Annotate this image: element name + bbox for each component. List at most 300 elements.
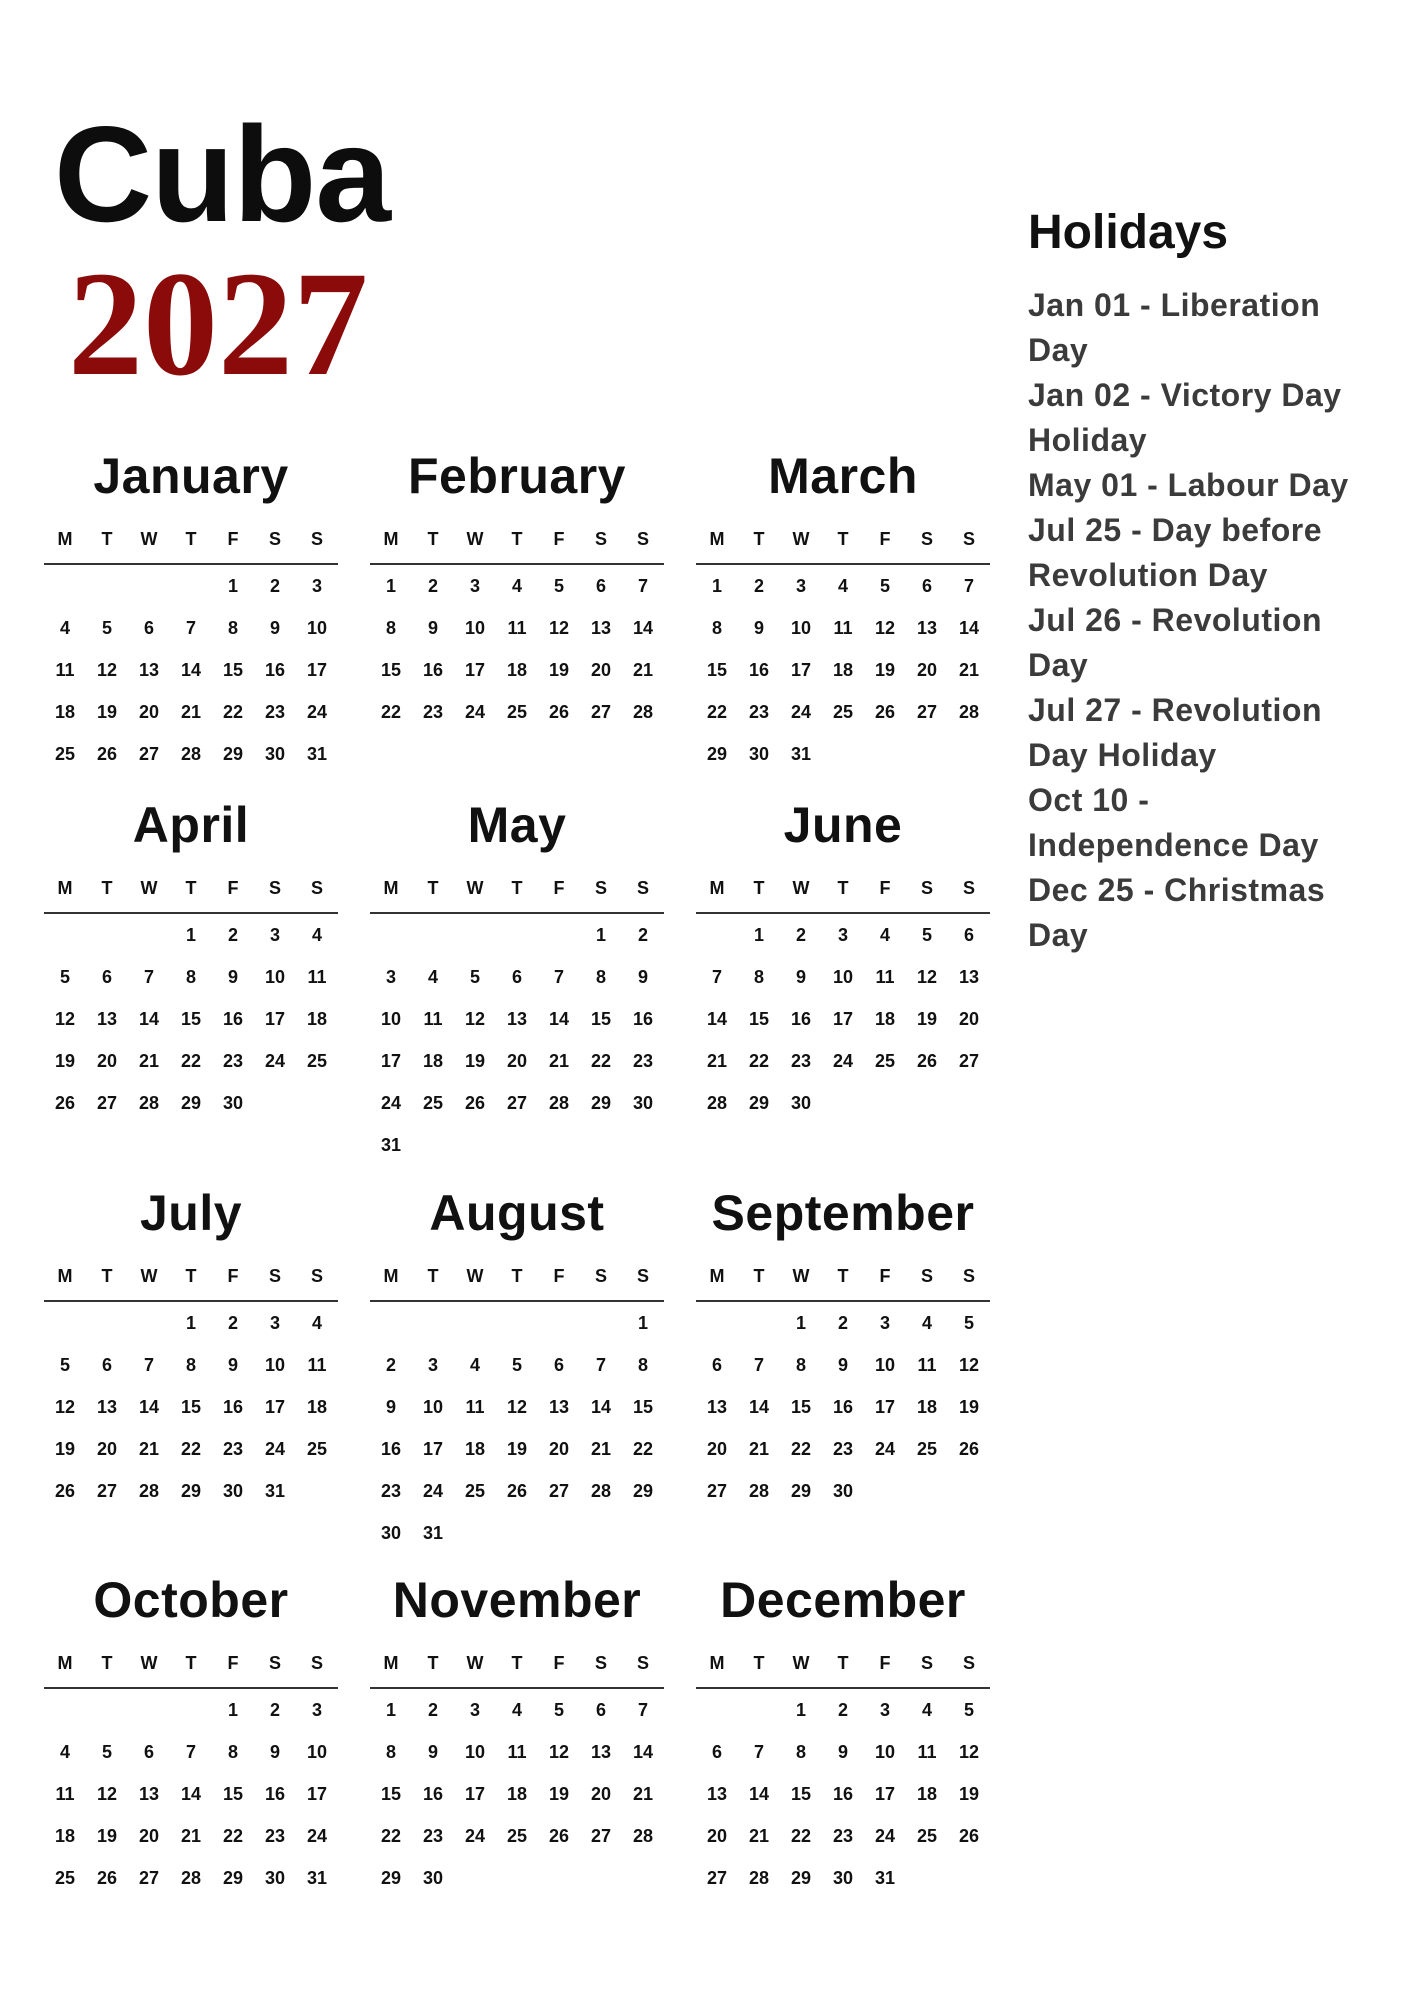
- day-cell: 22: [380, 1826, 402, 1846]
- weekday-label: S: [310, 878, 323, 898]
- day-cell: 21: [632, 1784, 654, 1804]
- day-cell: 22: [380, 702, 402, 722]
- day-cell: 23: [790, 1051, 812, 1071]
- day-cell: 30: [748, 744, 770, 764]
- day-cell: 11: [55, 1784, 75, 1804]
- day-cell: [738, 1302, 780, 1344]
- day-cell: [454, 1302, 496, 1344]
- day-cell: 3: [469, 1700, 480, 1720]
- month-block: [370, 441, 664, 790]
- day-cell: [370, 914, 412, 956]
- month-block: [370, 790, 664, 1178]
- day-cell: 3: [469, 576, 480, 596]
- weekday-label: T: [753, 1266, 765, 1286]
- day-cell: 27: [506, 1093, 528, 1113]
- day-cell: 3: [385, 967, 396, 987]
- day-cell: 16: [422, 1784, 444, 1804]
- day-cell: [622, 1857, 664, 1899]
- day-cell: 8: [795, 1742, 806, 1762]
- week-row: [370, 607, 664, 649]
- weekday-label: T: [101, 878, 113, 898]
- day-cell: 10: [464, 1742, 486, 1762]
- day-cell: 14: [706, 1009, 728, 1029]
- day-cell: 18: [874, 1009, 896, 1029]
- day-cell: 23: [222, 1439, 244, 1459]
- day-cell: 20: [706, 1826, 728, 1846]
- weekday-label: S: [636, 1266, 649, 1286]
- day-cell: 26: [464, 1093, 486, 1113]
- day-cell: 19: [548, 660, 570, 680]
- day-cell: [496, 1302, 538, 1344]
- week-row: [44, 1386, 338, 1428]
- day-cell: 20: [548, 1439, 570, 1459]
- day-cell: [580, 1124, 622, 1166]
- day-cell: 9: [227, 1355, 238, 1375]
- day-cell: [864, 733, 906, 775]
- day-cell: 14: [180, 660, 202, 680]
- day-cell: [496, 914, 538, 956]
- weekday-label: M: [709, 529, 725, 549]
- weekday-label: S: [920, 878, 933, 898]
- day-cell: 16: [380, 1439, 402, 1459]
- week-row: [44, 998, 338, 1040]
- day-cell: 5: [553, 576, 564, 596]
- day-cell: 23: [832, 1439, 854, 1459]
- day-cell: 27: [96, 1481, 118, 1501]
- day-cell: 21: [706, 1051, 728, 1071]
- day-cell: [538, 1857, 580, 1899]
- day-cell: 2: [227, 925, 238, 945]
- day-cell: [696, 914, 738, 956]
- weekday-label: T: [837, 1266, 849, 1286]
- day-cell: [538, 914, 580, 956]
- weekday-label: T: [427, 529, 439, 549]
- day-cell: 2: [837, 1313, 848, 1333]
- weekday-label: T: [185, 1653, 197, 1673]
- day-cell: 30: [832, 1481, 854, 1501]
- holiday-item: Jul 25 - Day before Revolution Day: [1028, 512, 1323, 593]
- day-cell: 15: [632, 1397, 654, 1417]
- weekday-label: F: [553, 878, 565, 898]
- weekday-label: F: [227, 1266, 239, 1286]
- day-cell: 16: [632, 1009, 654, 1029]
- day-cell: 18: [54, 702, 76, 722]
- day-cell: [454, 914, 496, 956]
- day-cell: 26: [548, 1826, 570, 1846]
- weekday-header: [370, 860, 664, 914]
- day-cell: 1: [795, 1700, 806, 1720]
- day-cell: 19: [958, 1784, 980, 1804]
- day-cell: [948, 733, 990, 775]
- day-cell: 29: [380, 1868, 402, 1888]
- day-cell: 24: [380, 1093, 402, 1113]
- weekday-label: S: [962, 1266, 975, 1286]
- day-cell: 9: [269, 618, 280, 638]
- week-row: [696, 1731, 990, 1773]
- day-cell: 23: [222, 1051, 244, 1071]
- week-row: [44, 1773, 338, 1815]
- weekday-label: M: [57, 1266, 73, 1286]
- week-row: [44, 1428, 338, 1470]
- week-row: [44, 1731, 338, 1773]
- weekday-label: F: [227, 1653, 239, 1673]
- month-block: [370, 1565, 664, 1905]
- weekday-label: F: [553, 1266, 565, 1286]
- day-cell: 27: [958, 1051, 980, 1071]
- day-cell: 18: [916, 1784, 938, 1804]
- weekday-label: S: [310, 1266, 323, 1286]
- day-cell: 17: [790, 660, 812, 680]
- day-cell: [864, 1082, 906, 1124]
- week-row: [44, 691, 338, 733]
- day-cell: [864, 1470, 906, 1512]
- day-cell: 24: [874, 1826, 896, 1846]
- day-cell: 12: [874, 618, 896, 638]
- day-cell: [44, 565, 86, 607]
- weekday-label: S: [310, 1653, 323, 1673]
- weekday-label: S: [636, 1653, 649, 1673]
- day-cell: 28: [632, 1826, 654, 1846]
- holiday-item: Jul 27 - Revolution Day Holiday: [1028, 692, 1322, 773]
- day-cell: 3: [879, 1700, 890, 1720]
- day-cell: 23: [380, 1481, 402, 1501]
- day-cell: [454, 1124, 496, 1166]
- day-cell: 27: [138, 1868, 160, 1888]
- day-cell: 15: [180, 1009, 202, 1029]
- day-cell: 17: [380, 1051, 402, 1071]
- day-cell: 5: [963, 1700, 974, 1720]
- day-cell: 2: [269, 576, 280, 596]
- week-row: [370, 1386, 664, 1428]
- weekday-label: T: [511, 529, 523, 549]
- day-cell: 26: [548, 702, 570, 722]
- weekday-label: T: [511, 878, 523, 898]
- week-row: [44, 1344, 338, 1386]
- week-row: [370, 691, 664, 733]
- weekday-label: T: [427, 878, 439, 898]
- day-cell: 21: [180, 702, 202, 722]
- weekday-label: S: [310, 529, 323, 549]
- day-cell: 8: [385, 618, 396, 638]
- weekday-label: T: [185, 878, 197, 898]
- month-name: May: [467, 797, 567, 853]
- week-row: [370, 998, 664, 1040]
- day-cell: 11: [307, 1355, 327, 1375]
- day-cell: 12: [464, 1009, 486, 1029]
- day-cell: 5: [879, 576, 890, 596]
- day-cell: 28: [138, 1093, 160, 1113]
- day-cell: 22: [748, 1051, 770, 1071]
- day-cell: [822, 733, 864, 775]
- day-cell: 3: [269, 925, 280, 945]
- weekday-label: T: [185, 529, 197, 549]
- day-cell: 28: [958, 702, 980, 722]
- day-cell: 4: [511, 576, 522, 596]
- day-cell: 29: [222, 744, 244, 764]
- day-cell: 9: [837, 1355, 848, 1375]
- day-cell: 3: [837, 925, 848, 945]
- weekday-header: [44, 511, 338, 565]
- week-row: [370, 914, 664, 956]
- day-cell: 27: [96, 1093, 118, 1113]
- day-cell: [538, 1124, 580, 1166]
- day-cell: 12: [916, 967, 938, 987]
- day-cell: 6: [101, 1355, 112, 1375]
- day-cell: 19: [506, 1439, 528, 1459]
- day-cell: 14: [748, 1397, 770, 1417]
- day-cell: 19: [96, 702, 118, 722]
- day-cell: 12: [96, 660, 118, 680]
- weekday-label: W: [466, 878, 484, 898]
- week-row: [370, 1815, 664, 1857]
- day-cell: 3: [269, 1313, 280, 1333]
- weekday-label: S: [636, 529, 649, 549]
- day-cell: 23: [422, 702, 444, 722]
- day-cell: [906, 733, 948, 775]
- day-cell: 23: [832, 1826, 854, 1846]
- month-name: June: [783, 797, 903, 853]
- day-cell: 2: [227, 1313, 238, 1333]
- weekday-header: [696, 1635, 990, 1689]
- day-cell: 25: [422, 1093, 444, 1113]
- weekday-label: S: [594, 1266, 607, 1286]
- weekday-label: T: [837, 1653, 849, 1673]
- day-cell: 1: [711, 576, 722, 596]
- week-row: [696, 1428, 990, 1470]
- day-cell: 28: [180, 744, 202, 764]
- weekday-label: W: [792, 1653, 810, 1673]
- day-cell: 25: [506, 1826, 528, 1846]
- day-cell: [496, 1124, 538, 1166]
- day-cell: 4: [469, 1355, 480, 1375]
- week-row: [696, 1344, 990, 1386]
- day-cell: 15: [222, 660, 244, 680]
- day-cell: 19: [464, 1051, 486, 1071]
- week-row: [696, 565, 990, 607]
- day-cell: 22: [790, 1439, 812, 1459]
- day-cell: 31: [306, 744, 328, 764]
- day-cell: 19: [54, 1439, 76, 1459]
- day-cell: 13: [96, 1397, 118, 1417]
- day-cell: 13: [706, 1397, 728, 1417]
- day-cell: 1: [185, 1313, 196, 1333]
- day-cell: 14: [548, 1009, 570, 1029]
- day-cell: 5: [921, 925, 932, 945]
- weekday-label: S: [594, 1653, 607, 1673]
- day-cell: 3: [795, 576, 806, 596]
- weekday-label: M: [57, 1653, 73, 1673]
- week-row: [44, 649, 338, 691]
- week-row: [44, 1815, 338, 1857]
- day-cell: 25: [464, 1481, 486, 1501]
- day-cell: 12: [54, 1009, 76, 1029]
- day-cell: 24: [874, 1439, 896, 1459]
- day-cell: 7: [637, 1700, 648, 1720]
- day-cell: [822, 1082, 864, 1124]
- day-cell: 25: [54, 1868, 76, 1888]
- week-row: [44, 1302, 338, 1344]
- day-cell: 11: [55, 660, 75, 680]
- day-cell: 29: [790, 1481, 812, 1501]
- week-row: [370, 1344, 664, 1386]
- weekday-label: F: [879, 1653, 891, 1673]
- weekday-label: T: [185, 1266, 197, 1286]
- day-cell: 15: [222, 1784, 244, 1804]
- weekday-label: S: [962, 1653, 975, 1673]
- week-row: [696, 733, 990, 775]
- day-cell: 20: [138, 1826, 160, 1846]
- weekday-label: S: [962, 529, 975, 549]
- day-cell: 18: [306, 1009, 328, 1029]
- day-cell: 7: [711, 967, 722, 987]
- day-cell: 19: [548, 1784, 570, 1804]
- day-cell: 29: [222, 1868, 244, 1888]
- day-cell: 1: [385, 1700, 396, 1720]
- day-cell: 10: [306, 618, 328, 638]
- weekday-label: S: [268, 1266, 281, 1286]
- day-cell: 16: [832, 1397, 854, 1417]
- day-cell: 30: [632, 1093, 654, 1113]
- day-cell: 15: [748, 1009, 770, 1029]
- day-cell: 25: [916, 1826, 938, 1846]
- week-row: [370, 1302, 664, 1344]
- weekday-header: [696, 1248, 990, 1302]
- day-cell: 15: [380, 660, 402, 680]
- day-cell: 17: [306, 660, 328, 680]
- day-cell: 10: [264, 967, 286, 987]
- weekday-label: S: [920, 529, 933, 549]
- day-cell: 6: [143, 618, 154, 638]
- day-cell: 28: [180, 1868, 202, 1888]
- weekday-header: [370, 1248, 664, 1302]
- day-cell: 25: [874, 1051, 896, 1071]
- day-cell: 29: [790, 1868, 812, 1888]
- day-cell: [370, 1302, 412, 1344]
- day-cell: 17: [464, 660, 486, 680]
- weekday-label: S: [920, 1653, 933, 1673]
- day-cell: 13: [138, 1784, 160, 1804]
- day-cell: 26: [96, 744, 118, 764]
- day-cell: 21: [748, 1439, 770, 1459]
- day-cell: 14: [138, 1009, 160, 1029]
- day-cell: 1: [753, 925, 764, 945]
- day-cell: 27: [916, 702, 938, 722]
- weekday-label: S: [594, 529, 607, 549]
- weekday-label: T: [427, 1266, 439, 1286]
- day-cell: 9: [269, 1742, 280, 1762]
- day-cell: [128, 1302, 170, 1344]
- day-cell: 12: [548, 1742, 570, 1762]
- day-cell: 3: [311, 576, 322, 596]
- week-row: [44, 1689, 338, 1731]
- weekday-label: W: [140, 1266, 158, 1286]
- day-cell: 9: [795, 967, 806, 987]
- day-cell: 10: [832, 967, 854, 987]
- day-cell: 22: [590, 1051, 612, 1071]
- day-cell: 22: [222, 1826, 244, 1846]
- day-cell: 9: [227, 967, 238, 987]
- day-cell: 16: [748, 660, 770, 680]
- day-cell: 4: [311, 925, 322, 945]
- day-cell: [86, 565, 128, 607]
- day-cell: 15: [380, 1784, 402, 1804]
- day-cell: 6: [921, 576, 932, 596]
- day-cell: 9: [837, 1742, 848, 1762]
- day-cell: 29: [180, 1481, 202, 1501]
- day-cell: 6: [511, 967, 522, 987]
- week-row: [44, 914, 338, 956]
- day-cell: 23: [422, 1826, 444, 1846]
- day-cell: 26: [96, 1868, 118, 1888]
- day-cell: 10: [874, 1355, 896, 1375]
- day-cell: 7: [185, 1742, 196, 1762]
- day-cell: 24: [264, 1439, 286, 1459]
- month-name: August: [429, 1185, 605, 1241]
- month-block: [44, 1178, 338, 1565]
- day-cell: 10: [464, 618, 486, 638]
- holiday-item: Oct 10 - Independence Day: [1028, 782, 1319, 863]
- day-cell: 1: [795, 1313, 806, 1333]
- day-cell: 6: [553, 1355, 564, 1375]
- day-cell: [696, 1689, 738, 1731]
- day-cell: 12: [958, 1742, 980, 1762]
- day-cell: 16: [222, 1009, 244, 1029]
- weekday-label: M: [383, 529, 399, 549]
- holiday-item: May 01 - Labour Day: [1028, 467, 1349, 503]
- day-cell: 12: [54, 1397, 76, 1417]
- week-row: [696, 1815, 990, 1857]
- weekday-label: W: [792, 1266, 810, 1286]
- day-cell: 28: [748, 1868, 770, 1888]
- week-row: [370, 1512, 664, 1554]
- day-cell: 10: [790, 618, 812, 638]
- day-cell: 4: [921, 1313, 932, 1333]
- day-cell: 28: [590, 1481, 612, 1501]
- day-cell: 19: [54, 1051, 76, 1071]
- day-cell: 10: [874, 1742, 896, 1762]
- day-cell: 6: [595, 576, 606, 596]
- day-cell: 24: [790, 702, 812, 722]
- weekday-label: S: [636, 878, 649, 898]
- day-cell: [86, 914, 128, 956]
- day-cell: 31: [790, 744, 812, 764]
- day-cell: 16: [790, 1009, 812, 1029]
- weekday-label: W: [140, 878, 158, 898]
- day-cell: 30: [832, 1868, 854, 1888]
- day-cell: 6: [143, 1742, 154, 1762]
- day-cell: 13: [96, 1009, 118, 1029]
- day-cell: 26: [506, 1481, 528, 1501]
- weekday-label: W: [466, 1653, 484, 1673]
- weekday-label: W: [792, 529, 810, 549]
- day-cell: 31: [422, 1523, 444, 1543]
- weekday-label: W: [140, 1653, 158, 1673]
- day-cell: 20: [706, 1439, 728, 1459]
- day-cell: 10: [422, 1397, 444, 1417]
- day-cell: 5: [59, 967, 70, 987]
- day-cell: [906, 1857, 948, 1899]
- day-cell: [170, 1689, 212, 1731]
- week-row: [696, 1470, 990, 1512]
- day-cell: 16: [264, 1784, 286, 1804]
- day-cell: 25: [54, 744, 76, 764]
- day-cell: 30: [790, 1093, 812, 1113]
- day-cell: 3: [427, 1355, 438, 1375]
- day-cell: 5: [101, 618, 112, 638]
- month-block: [370, 1178, 664, 1565]
- day-cell: 1: [637, 1313, 648, 1333]
- day-cell: 3: [879, 1313, 890, 1333]
